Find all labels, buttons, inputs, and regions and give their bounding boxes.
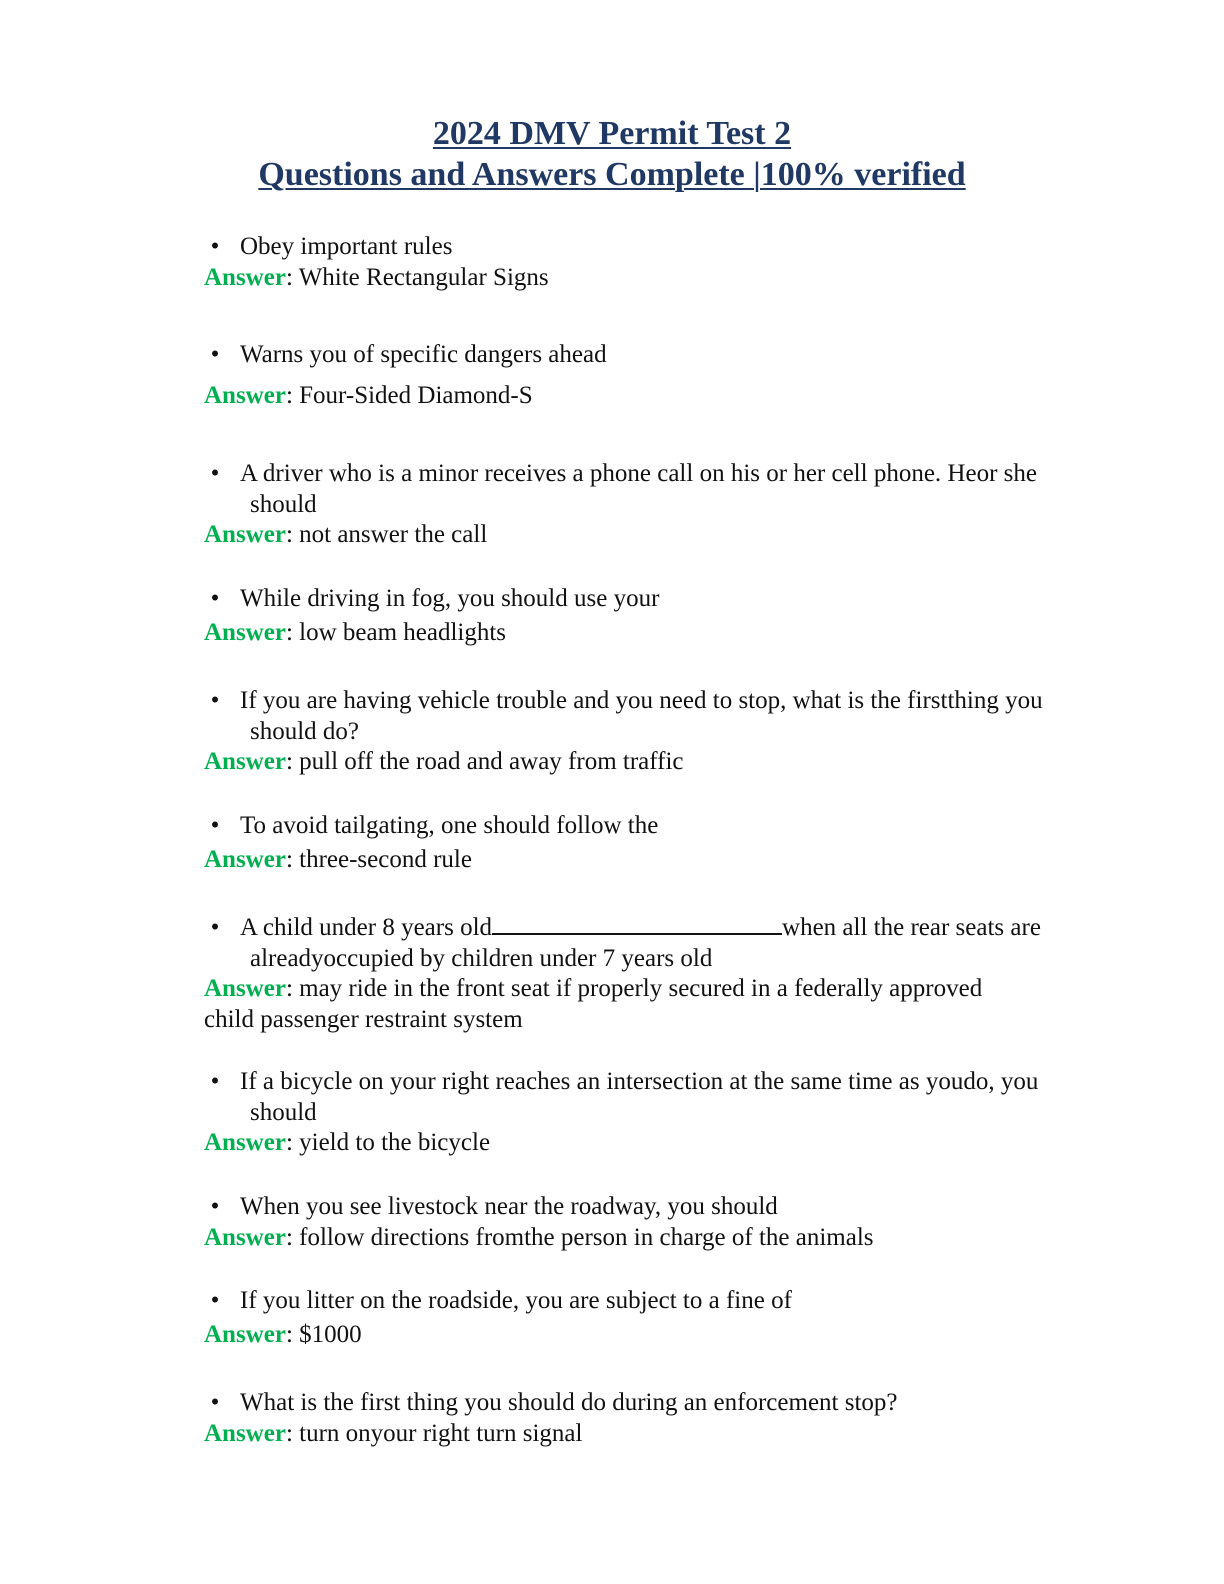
question (204, 811, 1124, 842)
bullet-icon: • (210, 1193, 220, 1220)
answer-text: $1000 (299, 1320, 362, 1348)
question-text: When you see livestock near the roadway, you should (240, 1193, 778, 1220)
question-text: Obey important rules (240, 233, 453, 260)
answer-label: Answer (204, 1129, 286, 1156)
bullet-icon: • (210, 460, 220, 487)
bullet-icon: • (210, 687, 220, 714)
answer-label: Answer (204, 1419, 286, 1447)
answer-label: Answer (204, 975, 286, 1002)
question-text-cont: alreadyoccupied by children under 7 years old (250, 944, 713, 972)
answer-text: White Rectangular Signs (298, 263, 549, 291)
answer-text-cont: child passenger restraint system (204, 1005, 523, 1033)
answer-text: not answer the call (299, 521, 488, 548)
answer: Answer: three-second rule (204, 845, 472, 873)
question-text: A driver who is a minor receives a phone call on his or her cell phone. Heor she (240, 460, 1037, 487)
question (204, 913, 1124, 974)
answer-label: Answer (204, 748, 286, 775)
qa-item-7 (204, 913, 1124, 1035)
answer-text: follow directions fromthe person in charge of the animals (299, 1223, 874, 1251)
answer: Answer: low beam headlights (204, 618, 507, 646)
qa-item-11 (204, 1388, 1124, 1449)
question-text-cont: should (250, 490, 317, 518)
qa-item-3 (204, 459, 1124, 551)
answer: Answer: turn onyour right turn signal (204, 1419, 583, 1447)
qa-item-5 (204, 686, 1124, 778)
question-text: To avoid tailgating, one should follow the (240, 812, 659, 839)
answer-label: Answer (204, 1320, 286, 1348)
question-text-end: when all the rear seats are (782, 914, 1041, 941)
document-title (0, 113, 1224, 195)
question-text: What is the first thing you should do during an enforcement stop? (240, 1389, 898, 1416)
qa-item-2 (204, 340, 1124, 411)
bullet-icon: • (210, 812, 220, 839)
answer: Answer: Four-Sided Diamond-S (204, 381, 533, 409)
answer-label: Answer (204, 263, 286, 291)
answer-text: may ride in the front seat if properly secured in a federally approved (299, 975, 983, 1002)
bullet-icon: • (210, 1287, 220, 1314)
qa-item-4 (204, 584, 1124, 648)
question-text: If a bicycle on your right reaches an intersection at the same time as youdo, you (240, 1068, 1039, 1095)
bullet-icon: • (210, 233, 220, 260)
question-text: If you litter on the roadside, you are subject to a fine of (240, 1287, 792, 1314)
answer-label: Answer (204, 845, 286, 873)
answer-text: low beam headlights (299, 618, 507, 646)
question-text (240, 913, 1124, 944)
question-text-cont: should (250, 1098, 317, 1126)
question (204, 1286, 1124, 1317)
qa-item-6 (204, 811, 1124, 875)
question (204, 459, 1124, 520)
question-text: Warns you of specific dangers ahead (240, 341, 607, 368)
answer-text: yield to the bicycle (299, 1129, 491, 1156)
question-text: If you are having vehicle trouble and you need to stop, what is the firstthing you (240, 687, 1043, 714)
title-line-1: 2024 DMV Permit Test 2 (432, 115, 792, 152)
bullet-icon: • (210, 1389, 220, 1416)
question (204, 340, 1124, 371)
answer-text: Four-Sided Diamond-S (299, 381, 533, 409)
answer-label: Answer (204, 521, 286, 548)
answer-label: Answer (204, 1223, 286, 1251)
question (204, 1388, 1124, 1419)
answer-text: pull off the road and away from traffic (299, 748, 684, 775)
question-text: While driving in fog, you should use your (240, 585, 660, 612)
question-text-cont: should do? (250, 717, 360, 745)
answer-label: Answer (204, 618, 286, 646)
answer: Answer: not answer the call (204, 521, 488, 548)
qa-item-8 (204, 1067, 1124, 1159)
answer-text: turn onyour right turn signal (299, 1419, 583, 1447)
answer: Answer: pull off the road and away from traffic (204, 748, 684, 775)
question (204, 1192, 1124, 1223)
bullet-icon: • (210, 914, 220, 941)
qa-item-1 (204, 232, 1124, 293)
answer-label: Answer (204, 381, 286, 409)
qa-item-10 (204, 1286, 1124, 1350)
bullet-icon: • (210, 1068, 220, 1095)
question (204, 1067, 1124, 1128)
qa-item-9 (204, 1192, 1124, 1253)
bullet-icon: • (210, 585, 220, 612)
answer-text: three-second rule (299, 845, 472, 873)
question (204, 686, 1124, 747)
answer: Answer: may ride in the front seat if properly secured in a federally approved (204, 975, 983, 1002)
title-line-2: Questions and Answers Complete |100% verified (258, 156, 966, 193)
answer: Answer: White Rectangular Signs (204, 263, 549, 291)
question (204, 232, 1124, 263)
answer: Answer: $1000 (204, 1320, 362, 1348)
answer: Answer: yield to the bicycle (204, 1129, 491, 1156)
fill-in-blank (492, 913, 782, 935)
answer: Answer: follow directions fromthe person in charge of the animals (204, 1223, 874, 1251)
question-text-start: A child under 8 years old (240, 914, 493, 941)
bullet-icon: • (210, 341, 220, 368)
question (204, 584, 1124, 615)
